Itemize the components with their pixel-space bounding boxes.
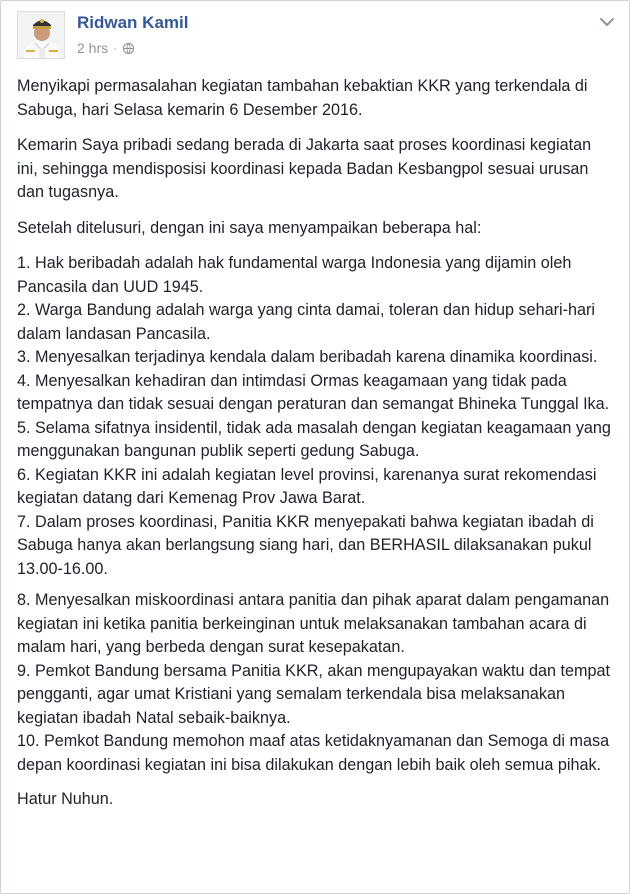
list-item-7: 7. Dalam proses koordinasi, Panitia KKR menyepakati bahwa kegiatan ibadah di Sabuga hanya akan berlangsung siang hari, dan BERHASIL dilaksanakan pukul 13.00-16.00. (17, 512, 594, 578)
post-time[interactable]: 2 hrs (77, 40, 109, 56)
list-item-5: 5. Selama sifatnya insidentil, tidak ada masalah dengan kegiatan keagamaan yang menggunakan bangunan publik seperti gedung Sabuga. (17, 418, 611, 460)
post-paragraph-2: Kemarin Saya pribadi sedang berada di Jakarta saat proses koordinasi kegiatan ini, sehingga mendisposisi koordinasi kepada Badan Kesbangpol sesuai urusan dan tugasnya. (17, 136, 592, 201)
post-paragraph-1: Menyikapi permasalahan kegiatan tambahan kebaktian KKR yang terkendala di Sabuga, hari Selasa kemarin 6 Desember 2016. (17, 77, 588, 119)
numbered-list-part-1 (17, 252, 615, 581)
list-item-1: 1. Hak beribadah adalah hak fundamental warga Indonesia yang dijamin oleh Pancasila dan UUD 1945. (17, 254, 572, 296)
post-header (17, 11, 613, 61)
author-name[interactable]: Ridwan Kamil (77, 13, 189, 32)
list-item-8: 8. Menyesalkan miskoordinasi antara panitia dan pihak aparat dalam pengamanan kegiatan ini ketika panitia berkeinginan untuk melaksanakan tambahan acara di malam hari, yang berbeda dengan surat kesepakatan. (17, 591, 610, 656)
list-item-9: 9. Pemkot Bandung bersama Panitia KKR, akan mengupayakan waktu dan tempat pengganti, agar umat Kristiani yang semalam terkendala bisa melaksanakan kegiatan ibadah Natal sebaik-baiknya. (17, 661, 611, 727)
list-item-3: 3. Menyesalkan terjadinya kendala dalam beribadah karena dinamika koordinasi. (17, 348, 598, 366)
profile-photo (18, 12, 65, 59)
list-item-2: 2. Warga Bandung adalah warga yang cinta damai, toleran dan hidup sehari-hari dalam landasan Pancasila. (17, 301, 596, 343)
closing-text: Hatur Nuhun. (17, 790, 114, 808)
post-meta (77, 40, 135, 56)
post-paragraph-3: Setelah ditelusuri, dengan ini saya menyampaikan beberapa hal: (17, 218, 482, 237)
list-item-4: 4. Menyesalkan kehadiran dan intimdasi Ormas keagamaan yang tidak pada tempatnya dan tidak sesuai dengan peraturan dan semangat Bhineka Tunggal Ika. (17, 371, 610, 413)
globe-icon (122, 42, 135, 55)
avatar[interactable] (17, 11, 65, 59)
post-content (17, 75, 615, 824)
chevron-down-icon[interactable] (599, 16, 615, 28)
list-item-10: 10. Pemkot Bandung memohon maaf atas ketidaknyamanan dan Semoga di masa depan koordinasi kegiatan ini bisa dilakukan dengan lebih baik oleh semua pihak. (17, 732, 610, 774)
meta-separator: · (113, 41, 118, 55)
numbered-list-part-2 (17, 589, 615, 777)
list-item-6: 6. Kegiatan KKR ini adalah kegiatan level provinsi, karenanya surat rekomendasi kegiatan datang dari Kemenag Prov Jawa Barat. (17, 465, 597, 507)
